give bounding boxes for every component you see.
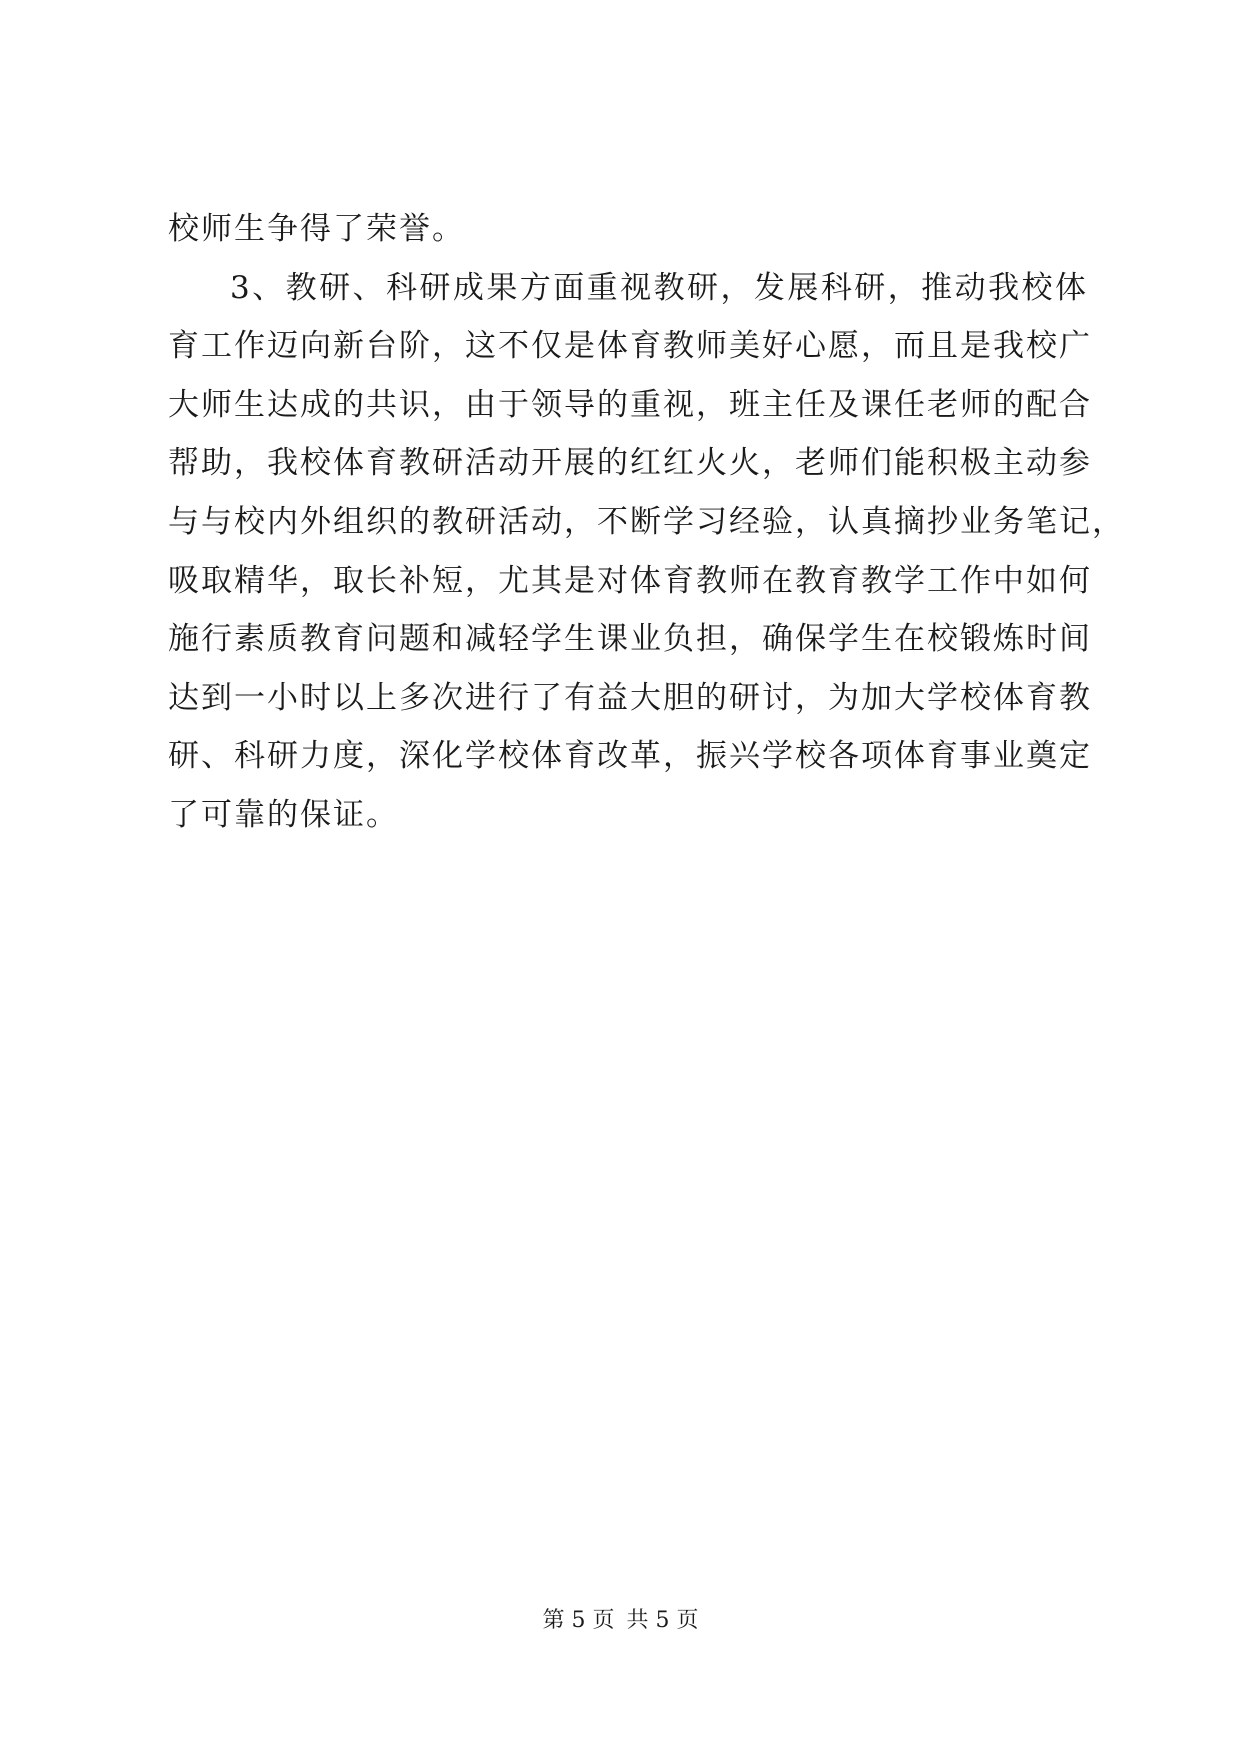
page-footer xyxy=(0,1606,1241,1636)
text-line: 达到一小时以上多次进行了有益大胆的研讨，为加大学校体育教 xyxy=(168,679,1092,716)
text-line: 研、科研力度，深化学校体育改革，振兴学校各项体育事业奠定 xyxy=(168,738,1092,775)
body-text xyxy=(168,200,1125,845)
text-line: 了可靠的保证。 xyxy=(168,796,399,833)
page-total: 共 5 页 xyxy=(626,1608,699,1633)
text-line: 育工作迈向新台阶，这不仅是体育教师美好心愿，而且是我校广 xyxy=(168,328,1092,365)
text-line: 帮助，我校体育教研活动开展的红红火火，老师们能积极主动参 xyxy=(168,445,1092,482)
text-line: 大师生达成的共识，由于领导的重视，班主任及课任老师的配合 xyxy=(168,386,1092,423)
text-line: 施行素质教育问题和减轻学生课业负担，确保学生在校锻炼时间 xyxy=(168,621,1092,658)
text-line: 与与校内外组织的教研活动，不断学习经验，认真摘抄业务笔记， xyxy=(168,503,1125,540)
text-line: 吸取精华，取长补短，尤其是对体育教师在教育教学工作中如何 xyxy=(168,562,1092,599)
page-number: 第 5 页 xyxy=(542,1608,615,1633)
text-line: 3、教研、科研成果方面重视教研，发展科研，推动我校体 xyxy=(230,269,1088,306)
text-line: 校师生争得了荣誉。 xyxy=(168,211,465,247)
